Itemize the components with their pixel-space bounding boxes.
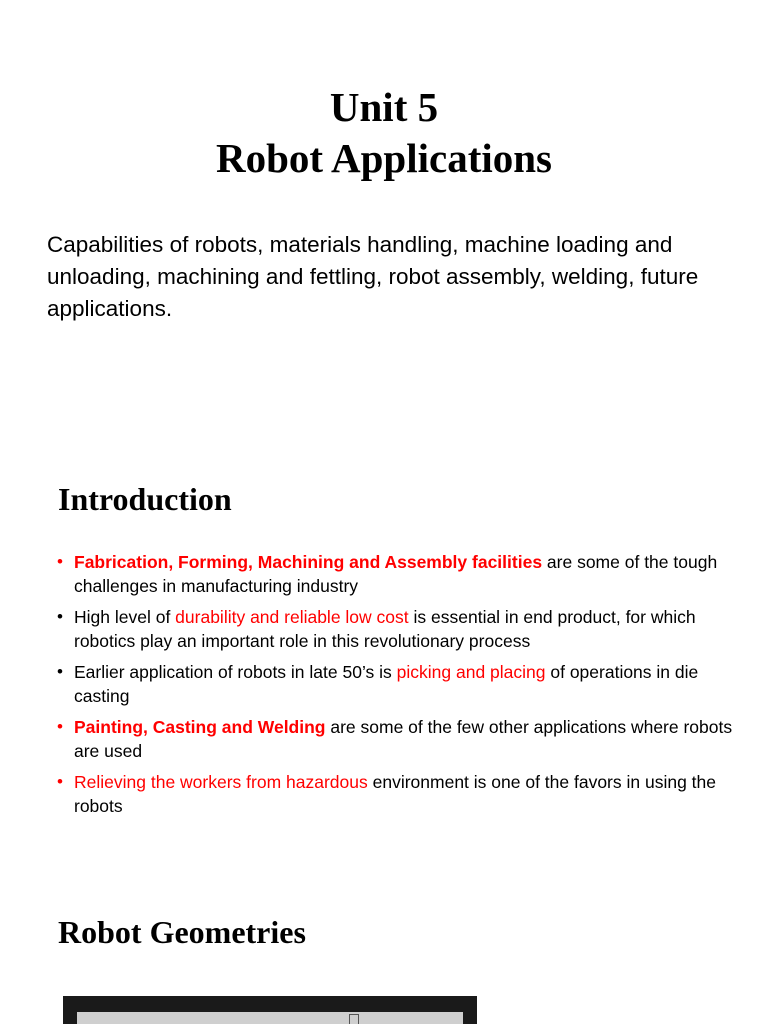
bullet-highlight: durability and reliable low cost [175,607,409,627]
bullet-text: of operations in die casting [74,662,699,706]
bullet-item [57,660,747,708]
bullet-list [57,550,747,825]
bullet-highlight: picking and placing [396,662,546,682]
bullet-highlight: Painting, Casting and Welding [74,717,326,737]
image-sketch-mark [349,1014,359,1024]
bullet-item [57,715,747,763]
bullet-text: are some of the tough challenges in manufacturing industry [74,552,718,596]
bullet-dot: • [57,772,63,791]
image-photo-area [77,1012,463,1024]
section-heading-introduction: Introduction [58,481,232,517]
robot-geometry-image [63,996,477,1024]
section-heading-robot-geometries: Robot Geometries [58,914,306,950]
bullet-dot: • [57,607,63,626]
bullet-dot: • [57,717,63,736]
bullet-text: is essential in end product, for which robotics play an important role in this revolutionary process [74,607,696,651]
bullet-highlight: Fabrication, Forming, Machining and Assembly facilities [74,552,543,572]
slide-title [0,82,768,184]
title-line-unit: Unit 5 [329,84,439,130]
bullet-text: are some of the few other applications where robots are used [74,717,733,761]
bullet-highlight: Relieving the workers from hazardous [74,772,368,792]
bullet-item [57,770,747,818]
bullet-dot: • [57,662,63,681]
bullet-item [57,550,747,598]
bullet-text: High level of [74,607,176,627]
bullet-item [57,605,747,653]
bullet-text: environment is one of the favors in using the robots [74,772,717,816]
title-line-topic: Robot Applications [215,135,553,181]
bullet-dot: • [57,552,63,571]
slide-subtitle: Capabilities of robots, materials handling, machine loading and unloading, machining and fettling, robot assembly, welding, future applications. [47,232,699,321]
bullet-text: Earlier application of robots in late 50’s is [74,662,397,682]
